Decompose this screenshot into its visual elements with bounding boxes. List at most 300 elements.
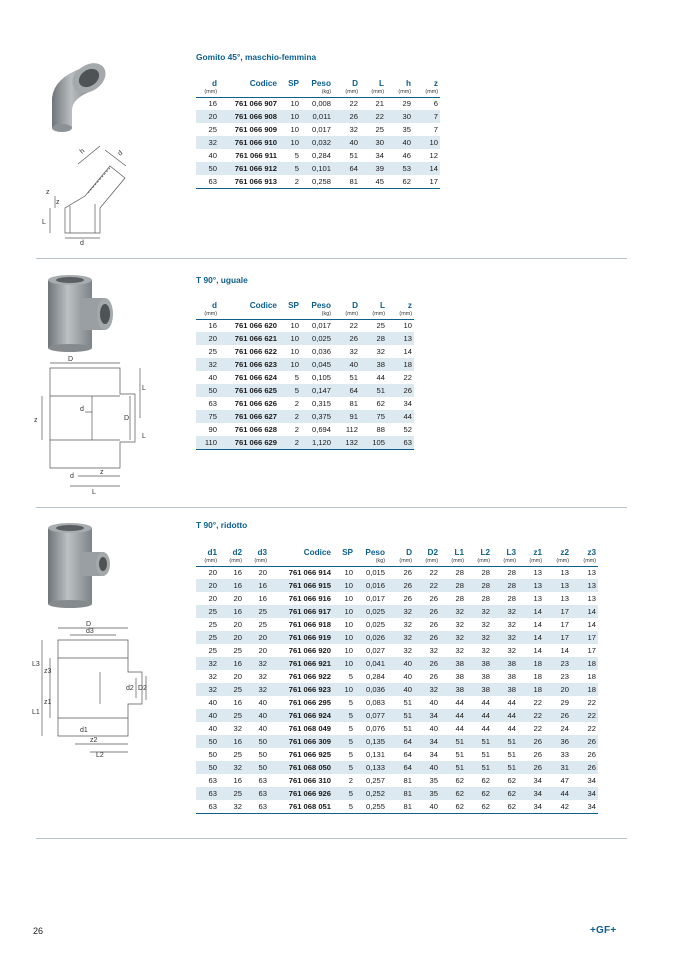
table-cell: 18: [571, 683, 598, 696]
table-cell: 20: [196, 579, 219, 592]
unit-label: (mm): [571, 557, 598, 566]
table-cell: 51: [403, 724, 412, 733]
table-cell: 10: [290, 125, 299, 134]
table-cell: 23: [560, 672, 569, 681]
column-header: L2: [480, 548, 490, 557]
gf-logo: +GF+: [590, 925, 617, 936]
table-cell: 16: [208, 321, 217, 331]
table-header-row: [196, 76, 440, 88]
article-code: 761 066 926: [269, 787, 333, 800]
table-cell: 0,025: [365, 620, 385, 629]
table-cell: 22: [518, 709, 544, 722]
table-cell: 26: [518, 761, 544, 774]
table-cell: 44: [376, 373, 385, 382]
table-cell: 7: [413, 110, 440, 123]
table-cell: 22: [360, 110, 386, 123]
unit-label: (mm): [440, 557, 466, 566]
table-cell: 40: [208, 151, 217, 160]
table-cell: 26: [403, 568, 412, 578]
column-header: D: [352, 301, 358, 310]
table-cell: 28: [507, 568, 516, 578]
table-cell: 52: [403, 425, 412, 434]
table-cell: 0,133: [355, 761, 387, 774]
spec-table: [196, 545, 598, 814]
table-cell: 62: [466, 800, 492, 813]
table-cell: 38: [481, 672, 490, 681]
table-cell: 25: [219, 787, 244, 800]
table-row: [196, 423, 414, 436]
table-cell: 18: [571, 657, 598, 670]
dim-label: z1: [44, 699, 52, 706]
table-cell: 44: [507, 698, 516, 707]
table-cell: 32: [376, 347, 385, 356]
table-cell: 5: [333, 800, 355, 813]
table-cell: 34: [518, 800, 544, 813]
article-code: 761 066 923: [269, 683, 333, 696]
table-cell: 20: [233, 620, 242, 629]
table-cell: 32: [258, 672, 267, 681]
table-cell: 23: [544, 657, 571, 670]
table-row: [196, 800, 598, 813]
unit-label: (kg): [301, 310, 333, 319]
table-cell: 13: [544, 579, 571, 592]
unit-label: [219, 310, 279, 319]
table-cell: 110: [196, 436, 219, 449]
table-cell: 14: [560, 646, 569, 655]
table-cell: 51: [492, 761, 518, 774]
column-header: L1: [454, 548, 464, 557]
table-cell: 34: [414, 709, 440, 722]
unit-label: [279, 88, 301, 97]
dim-label: d: [80, 406, 84, 413]
table-cell: 51: [492, 735, 518, 748]
dim-label: h: [78, 147, 87, 156]
table-cell: 40: [333, 136, 360, 149]
table-cell: 64: [403, 750, 412, 759]
unit-label: [279, 310, 301, 319]
column-header: z: [407, 301, 412, 310]
article-code: 761 066 629: [219, 436, 279, 449]
column-header: z3: [587, 548, 596, 557]
dim-label: z: [34, 417, 38, 424]
table-cell: 34: [533, 776, 542, 785]
article-code: 761 066 622: [234, 347, 277, 356]
unit-label: (kg): [355, 557, 387, 566]
table-cell: 88: [376, 425, 385, 434]
table-cell: 62: [376, 399, 385, 408]
table-cell: 13: [587, 594, 596, 603]
table-cell: 25: [244, 605, 269, 618]
table-row: [196, 566, 598, 579]
table-cell: 20: [196, 110, 219, 123]
table-cell: 10: [279, 136, 301, 149]
unit-label: (mm): [387, 310, 414, 319]
table-cell: 25: [208, 620, 217, 629]
column-header: L3: [506, 548, 516, 557]
table-cell: 26: [571, 761, 598, 774]
dim-label: d: [70, 473, 74, 480]
table-cell: 10: [290, 347, 299, 356]
table-cell: 10: [403, 321, 412, 331]
table-cell: 0,694: [311, 425, 331, 434]
table-cell: 50: [258, 750, 267, 759]
table-cell: 22: [429, 568, 438, 578]
table-cell: 81: [387, 787, 414, 800]
table-cell: 10: [333, 631, 355, 644]
table-cell: 25: [376, 321, 385, 331]
table-cell: 6: [433, 99, 438, 109]
table-cell: 0,147: [301, 384, 333, 397]
table-cell: 0,284: [311, 151, 331, 160]
table-cell: 13: [560, 594, 569, 603]
table-cell: 0,026: [355, 631, 387, 644]
table-cell: 34: [571, 800, 598, 813]
table-cell: 26: [429, 672, 438, 681]
table-cell: 18: [518, 683, 544, 696]
table-cell: 16: [258, 594, 267, 603]
dim-label: D: [124, 415, 130, 422]
table-cell: 28: [466, 579, 492, 592]
column-header: D2: [427, 548, 438, 557]
dim-label: L: [92, 489, 96, 496]
unit-label: (mm): [387, 557, 414, 566]
table-cell: 0,027: [365, 646, 385, 655]
spec-table: [196, 298, 414, 450]
table-cell: 32: [466, 605, 492, 618]
unit-label: (mm): [196, 310, 219, 319]
table-cell: 51: [466, 735, 492, 748]
article-code: 761 066 310: [288, 776, 331, 785]
table-cell: 35: [414, 787, 440, 800]
table-row: [196, 644, 598, 657]
article-code: 761 066 916: [288, 594, 331, 603]
table-cell: 32: [219, 761, 244, 774]
article-code: 761 066 624: [234, 373, 277, 382]
table-cell: 0,258: [301, 175, 333, 188]
table-cell: 21: [375, 99, 384, 109]
table-cell: 28: [455, 594, 464, 603]
dim-label: D2: [138, 685, 147, 692]
table-cell: 29: [560, 698, 569, 707]
unit-label: (mm): [413, 88, 440, 97]
table-cell: 34: [587, 776, 596, 785]
table-cell: 32: [492, 605, 518, 618]
table-cell: 34: [414, 735, 440, 748]
table-row: [196, 670, 598, 683]
table-cell: 63: [196, 787, 219, 800]
article-code: 761 066 623: [219, 358, 279, 371]
article-code: 761 066 920: [288, 646, 331, 655]
table-cell: 81: [403, 776, 412, 785]
column-header: d1: [207, 548, 217, 557]
table-cell: 63: [244, 787, 269, 800]
table-cell: 32: [349, 125, 358, 134]
table-units-row: [196, 557, 598, 566]
table-cell: 13: [518, 579, 544, 592]
table-cell: 0,017: [311, 321, 331, 331]
table-cell: 16: [244, 579, 269, 592]
unit-label: [269, 557, 333, 566]
table-cell: 1,120: [301, 436, 333, 449]
table-cell: 51: [349, 373, 358, 382]
table-cell: 63: [208, 399, 217, 408]
unit-label: (kg): [301, 88, 333, 97]
unit-label: (mm): [360, 310, 387, 319]
table-row: [196, 592, 598, 605]
table-row: [196, 787, 598, 800]
column-header: D: [352, 79, 358, 88]
table-cell: 0,041: [355, 657, 387, 670]
tee-equal-drawing: [30, 356, 150, 496]
table-cell: 0,008: [311, 99, 331, 109]
table-cell: 0,016: [355, 579, 387, 592]
table-cell: 22: [349, 321, 358, 331]
table-cell: 35: [429, 776, 438, 785]
table-cell: 32: [507, 646, 516, 655]
table-cell: 30: [360, 136, 386, 149]
table-cell: 17: [544, 631, 571, 644]
unit-label: (mm): [333, 310, 360, 319]
table-row: [196, 162, 440, 175]
table-row: [196, 735, 598, 748]
table-cell: 50: [244, 761, 269, 774]
table-cell: 18: [533, 672, 542, 681]
dim-label: z: [100, 469, 104, 476]
table-cell: 26: [333, 110, 360, 123]
table-cell: 14: [533, 620, 542, 629]
column-header: z: [433, 79, 438, 88]
table-cell: 13: [587, 568, 596, 578]
table-cell: 81: [349, 399, 358, 408]
table-cell: 40: [208, 724, 217, 733]
column-header: SP: [288, 301, 299, 310]
article-code: 761 066 917: [269, 605, 333, 618]
table-cell: 32: [481, 620, 490, 629]
table-units-row: [196, 310, 414, 319]
table-cell: 14: [518, 605, 544, 618]
table-cell: 0,255: [355, 800, 387, 813]
table-cell: 22: [587, 698, 596, 707]
table-cell: 10: [413, 136, 440, 149]
article-code: 761 066 912: [219, 162, 279, 175]
table-cell: 44: [440, 709, 466, 722]
column-header: d: [211, 79, 217, 88]
article-code: 761 066 910: [219, 136, 279, 149]
table-cell: 26: [414, 631, 440, 644]
article-code: 761 066 919: [269, 631, 333, 644]
table-cell: 50: [196, 761, 219, 774]
table-cell: 40: [258, 698, 267, 707]
table-cell: 40: [414, 800, 440, 813]
table-cell: 2: [294, 425, 299, 434]
table-cell: 25: [375, 125, 384, 134]
table-cell: 75: [360, 410, 387, 423]
unit-label: (mm): [544, 557, 571, 566]
table-cell: 32: [387, 605, 414, 618]
table-cell: 22: [587, 724, 596, 733]
section-divider: [36, 258, 627, 259]
table-cell: 26: [587, 750, 596, 759]
table-cell: 20: [544, 683, 571, 696]
table-cell: 0,101: [301, 162, 333, 175]
column-header: D: [406, 548, 412, 557]
table-cell: 51: [440, 761, 466, 774]
page-number: 26: [33, 926, 44, 936]
column-header: d2: [232, 548, 242, 557]
table-cell: 10: [333, 605, 355, 618]
article-code: 761 066 924: [269, 709, 333, 722]
elbow-45-drawing: [30, 138, 140, 248]
table-cell: 20: [208, 594, 217, 603]
table-cell: 0,032: [301, 136, 333, 149]
table-cell: 10: [279, 110, 301, 123]
dim-label: d: [116, 149, 125, 158]
article-code: 761 066 908: [219, 110, 279, 123]
table-cell: 40: [386, 136, 413, 149]
table-cell: 32: [387, 631, 414, 644]
table-cell: 63: [208, 776, 217, 785]
table-cell: 0,083: [365, 698, 385, 707]
column-header: Codice: [249, 79, 277, 88]
table-cell: 13: [387, 332, 414, 345]
table-cell: 62: [386, 175, 413, 188]
table-cell: 25: [219, 683, 244, 696]
table-cell: 32: [507, 620, 516, 629]
article-code: 761 066 922: [288, 672, 331, 681]
article-code: 761 066 295: [288, 698, 331, 707]
dim-label: z3: [44, 668, 52, 675]
table-cell: 10: [344, 568, 353, 578]
table-cell: 28: [440, 579, 466, 592]
table-row: [196, 149, 440, 162]
table-cell: 32: [492, 631, 518, 644]
table-cell: 51: [481, 750, 490, 759]
table-cell: 16: [219, 605, 244, 618]
table-cell: 16: [233, 776, 242, 785]
table-cell: 51: [455, 750, 464, 759]
dim-label: L: [142, 433, 146, 440]
table-cell: 32: [233, 724, 242, 733]
table-cell: 14: [403, 347, 412, 356]
table-cell: 2: [294, 399, 299, 408]
table-cell: 10: [279, 332, 301, 345]
table-cell: 10: [344, 620, 353, 629]
table-header-row: [196, 545, 598, 557]
table-cell: 0,131: [365, 750, 385, 759]
table-cell: 0,011: [301, 110, 333, 123]
table-row: [196, 332, 414, 345]
table-cell: 40: [414, 761, 440, 774]
table-cell: 50: [196, 162, 219, 175]
table-cell: 34: [375, 151, 384, 160]
table-cell: 10: [344, 594, 353, 603]
unit-label: [219, 88, 279, 97]
table-cell: 33: [560, 750, 569, 759]
table-row: [196, 319, 414, 332]
table-cell: 50: [196, 735, 219, 748]
table-cell: 26: [571, 735, 598, 748]
table-cell: 40: [387, 683, 414, 696]
table-cell: 13: [533, 594, 542, 603]
table-cell: 38: [507, 672, 516, 681]
unit-label: (mm): [196, 557, 219, 566]
table-cell: 5: [279, 162, 301, 175]
table-cell: 2: [279, 410, 301, 423]
table-cell: 28: [492, 579, 518, 592]
table-cell: 112: [345, 425, 358, 434]
table-cell: 10: [279, 358, 301, 371]
table-cell: 62: [440, 787, 466, 800]
table-cell: 0,036: [311, 347, 331, 356]
table-row: [196, 605, 598, 618]
table-cell: 13: [533, 568, 542, 578]
table-cell: 38: [466, 683, 492, 696]
column-header: L: [379, 301, 385, 310]
table-cell: 0,045: [301, 358, 333, 371]
table-cell: 32: [219, 800, 244, 813]
table-cell: 105: [360, 436, 387, 449]
table-cell: 40: [429, 724, 438, 733]
article-code: 761 066 626: [234, 399, 277, 408]
unit-label: [333, 557, 355, 566]
table-cell: 32: [196, 358, 219, 371]
table-cell: 47: [560, 776, 569, 785]
column-header: d: [211, 301, 217, 310]
table-cell: 20: [233, 672, 242, 681]
table-cell: 32: [208, 672, 217, 681]
table-cell: 2: [279, 175, 301, 188]
table-cell: 13: [571, 579, 598, 592]
table-cell: 12: [429, 151, 438, 160]
table-cell: 5: [294, 373, 299, 382]
table-cell: 17: [544, 605, 571, 618]
table-cell: 22: [533, 724, 542, 733]
table-cell: 25: [208, 347, 217, 356]
table-cell: 64: [333, 384, 360, 397]
table-row: [196, 774, 598, 787]
dim-label: d1: [80, 727, 88, 734]
table-cell: 22: [403, 373, 412, 382]
table-cell: 46: [402, 151, 411, 160]
dim-label: z2: [90, 737, 98, 744]
table-cell: 38: [440, 657, 466, 670]
table-cell: 32: [196, 136, 219, 149]
table-cell: 10: [333, 657, 355, 670]
table-cell: 40: [208, 698, 217, 707]
table-cell: 22: [533, 698, 542, 707]
table-cell: 40: [258, 724, 267, 733]
table-cell: 44: [466, 709, 492, 722]
column-header: Codice: [249, 301, 277, 310]
table-cell: 64: [333, 162, 360, 175]
table-cell: 28: [455, 568, 464, 578]
table-row: [196, 683, 598, 696]
column-header: SP: [288, 79, 299, 88]
table-cell: 51: [403, 698, 412, 707]
column-header: Peso: [365, 548, 385, 557]
article-code: 761 066 911: [235, 151, 277, 160]
table-cell: 16: [219, 579, 244, 592]
tee-reduced-drawing: [30, 618, 150, 758]
table-cell: 10: [344, 646, 353, 655]
table-cell: 40: [208, 373, 217, 382]
dim-label: D: [68, 356, 74, 363]
table-cell: 62: [492, 800, 518, 813]
unit-label: (mm): [466, 557, 492, 566]
table-cell: 20: [258, 568, 267, 578]
table-cell: 20: [208, 568, 217, 578]
table-cell: 16: [219, 735, 244, 748]
